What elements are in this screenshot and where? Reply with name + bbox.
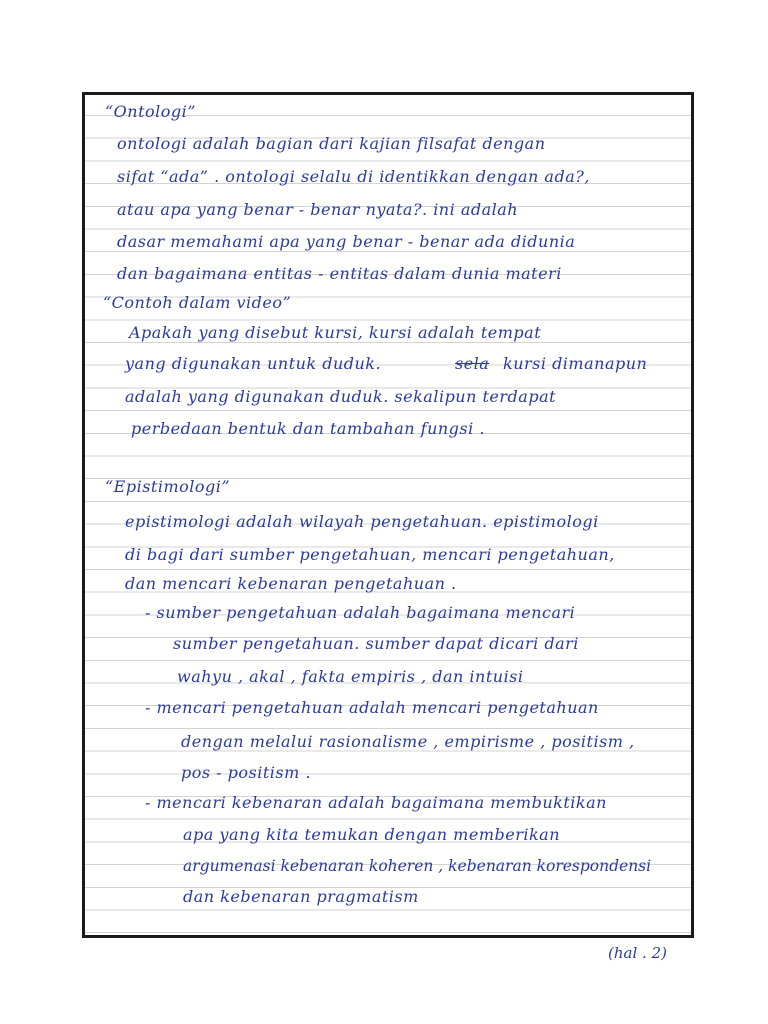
heading-contoh: “Contoh dalam video” [103,293,292,312]
text-line: dan bagaimana entitas - entitas dalam dunia materi [117,264,562,283]
text-line: di bagi dari sumber pengetahuan, mencari pengetahuan, [125,545,615,564]
text-line: Apakah yang disebut kursi, kursi adalah tempat [129,323,542,342]
text-line: dan mencari kebenaran pengetahuan . [125,574,457,593]
text-line: sumber pengetahuan. sumber dapat dicari dari [173,634,579,653]
page-number: (hal . 2) [608,944,667,962]
text-line: adalah yang digunakan duduk. sekalipun terdapat [125,387,557,406]
struck-word: sela [455,354,490,373]
heading-ontologi: “Ontologi” [105,102,196,121]
text-line: apa yang kita temukan dengan memberikan [183,825,560,844]
list-item: - sumber pengetahuan adalah bagaimana mencari [145,603,576,622]
text-line: yang digunakan untuk duduk. [125,354,382,373]
text-line: sifat “ada” . ontologi selalu di identikkan dengan ada?, [117,167,590,186]
list-item: - mencari kebenaran adalah bagaimana membuktikan [145,793,607,812]
text-line: epistimologi adalah wilayah pengetahuan. epistimologi [125,512,599,531]
notebook-page [82,92,694,938]
heading-epistimologi: “Epistimologi” [105,477,231,496]
text-line: atau apa yang benar - benar nyata?. ini adalah [117,200,519,219]
text-line: ontologi adalah bagian dari kajian filsafat dengan [117,134,546,153]
text-line: argumenasi kebenaran koheren , kebenaran korespondensi [183,857,652,875]
text-line: kursi dimanapun [503,354,648,373]
text-line: dan kebenaran pragmatism [183,887,419,906]
text-line: pos - positism . [181,763,311,782]
text-line: wahyu , akal , fakta empiris , dan intuisi [177,667,524,686]
list-item: - mencari pengetahuan adalah mencari pengetahuan [145,698,599,717]
text-line: dengan melalui rasionalisme , empirisme , positism , [181,732,635,751]
text-line: dasar memahami apa yang benar - benar ada didunia [117,232,576,251]
text-line: perbedaan bentuk dan tambahan fungsi . [131,419,485,438]
